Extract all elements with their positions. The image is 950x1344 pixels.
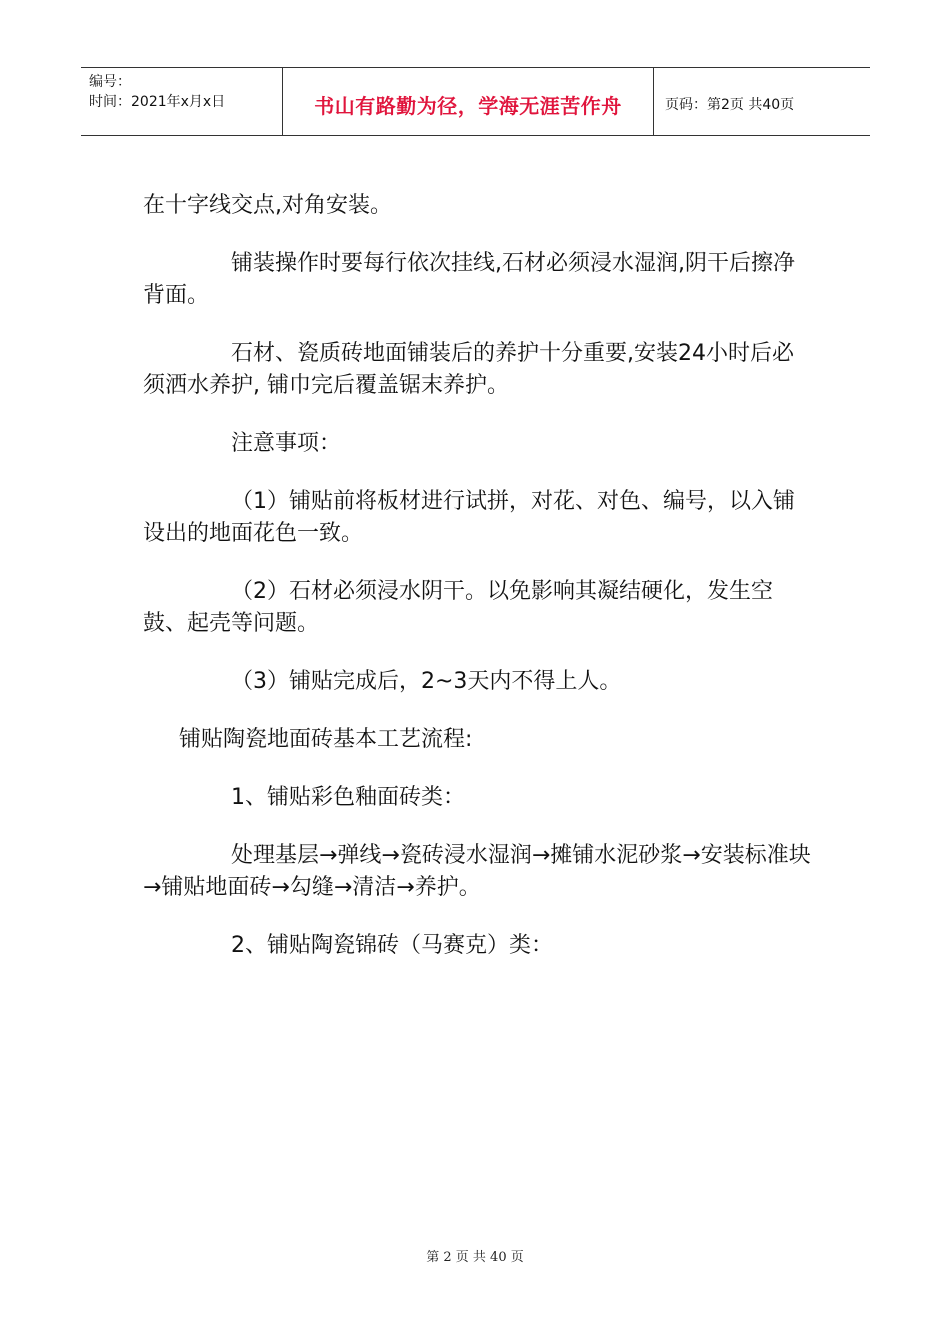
- header-divider: [653, 68, 654, 135]
- time-label: 时间：2021年x月x日: [89, 94, 226, 110]
- list-item: （1）铺贴前将板材进行试拼，对花、对色、编号，以入铺设出的地面花色一致。: [143, 489, 795, 546]
- list-item: （2）石材必须浸水阴干。以免影响其凝结硬化，发生空鼓、起壳等问题。: [143, 579, 773, 636]
- page-header: [81, 67, 870, 136]
- paragraph: 石材、瓷质砖地面铺装后的养护十分重要,安装24小时后必须洒水养护, 铺巾完后覆盖锯末养护。: [143, 341, 794, 398]
- subheading: 2、铺贴陶瓷锦砖（马赛克）类：: [231, 933, 553, 958]
- paragraph: 在十字线交点,对角安装。: [143, 193, 392, 218]
- section-heading: 铺贴陶瓷地面砖基本工艺流程:: [179, 727, 473, 752]
- process-flow: 处理基层→弹线→瓷砖浸水湿润→摊铺水泥砂浆→安装标准块→铺贴地面砖→勾缝→清洁→养护。: [143, 843, 811, 900]
- page-footer: 第 2 页 共 40 页: [426, 1250, 524, 1265]
- document-body: [143, 190, 813, 962]
- header-page-info: 页码：第2页 共40页: [665, 97, 795, 113]
- paragraph: 铺装操作时要每行依次挂线,石材必须浸水湿润,阴干后擦净背面。: [143, 251, 795, 308]
- subheading: 1、铺贴彩色釉面砖类：: [231, 785, 465, 810]
- list-item: （3）铺贴完成后，2~3天内不得上人。: [231, 669, 622, 694]
- header-meta: [89, 72, 225, 112]
- number-label: 编号：: [89, 74, 131, 90]
- section-heading: 注意事项：: [231, 431, 342, 456]
- header-motto: 书山有路勤为径，学海无涯苦作舟: [314, 94, 622, 118]
